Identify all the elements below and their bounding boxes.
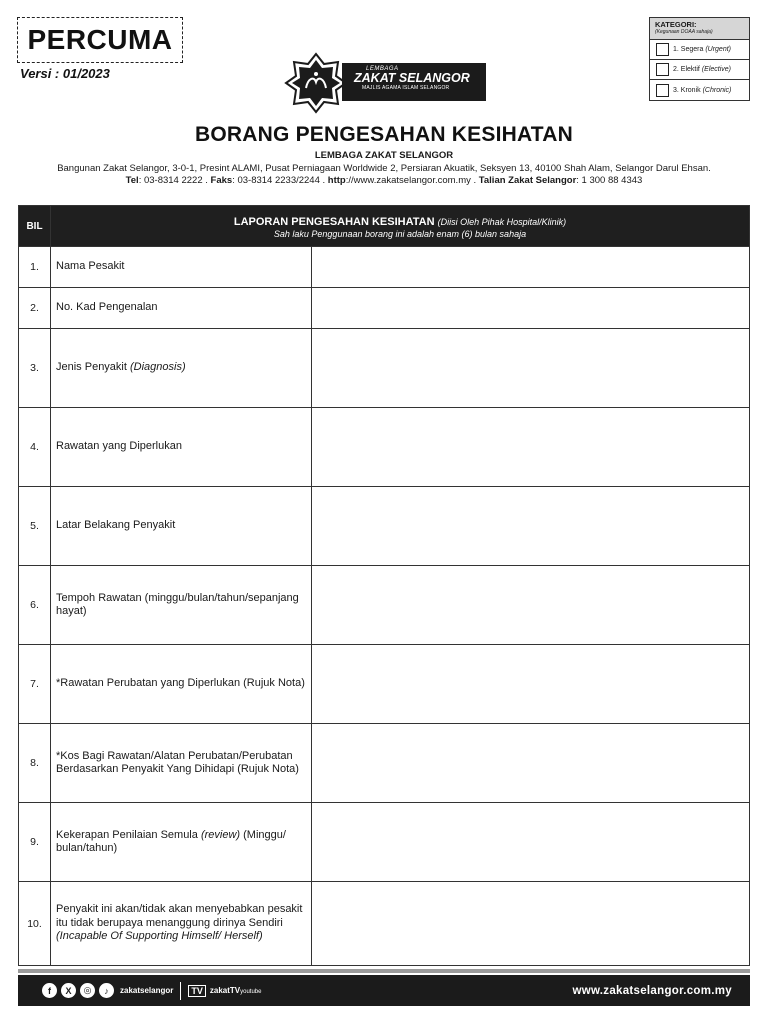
table-row xyxy=(19,247,750,288)
row-label-tail: (Minggu/ bulan/tahun) xyxy=(56,828,286,854)
report-validity-note: Sah laku Penggunaan borang ini adalah enam (6) bulan sahaja xyxy=(273,228,527,239)
http-label: http xyxy=(327,175,346,186)
logo-main-text: ZAKAT SELANGOR xyxy=(354,71,470,85)
category-title: KATEGORI: xyxy=(655,20,697,29)
row-label-text: Rawatan yang Diperlukan xyxy=(56,440,182,453)
row-label-text: Jenis Penyakit xyxy=(56,361,130,374)
talian-value: : 1 300 88 4343 xyxy=(576,175,643,186)
row-number: 10. xyxy=(19,882,51,966)
logo-small-text: LEMBAGA xyxy=(366,66,399,72)
category-option-chronic[interactable] xyxy=(650,80,749,100)
row-label-italic: (Diagnosis) xyxy=(129,361,186,374)
row-label-italic: (review) xyxy=(200,828,241,841)
footer-separator xyxy=(180,982,181,1000)
organization-name: LEMBAGA ZAKAT SELANGOR xyxy=(314,150,454,161)
youtube-label: youtube xyxy=(240,989,262,995)
row-number: 3. xyxy=(19,329,51,408)
row-value-field[interactable] xyxy=(312,247,750,288)
category-box xyxy=(649,17,750,101)
logo-sub-text: MAJLIS AGAMA ISLAM SELANGOR xyxy=(362,85,450,91)
chronic-label: 3. Kronik xyxy=(673,86,701,94)
logo-emblem-icon xyxy=(284,52,348,114)
free-badge xyxy=(17,17,183,63)
footer-website[interactable]: www.zakatselangor.com.my xyxy=(572,984,732,997)
social-links xyxy=(42,982,261,1000)
urgent-label: 1. Segera xyxy=(673,46,704,53)
row-label-italic: (Incapable Of Supporting Himself/ Herself) xyxy=(56,930,263,943)
row-label xyxy=(51,645,312,724)
row-label-text: Kekerapan Penilaian Semula xyxy=(56,828,201,841)
row-label-text: *Rawatan Perubatan yang Diperlukan (Rujuk Nota) xyxy=(56,677,305,690)
faks-value: : 03-8314 2233/2244 . xyxy=(232,175,328,186)
row-value-field[interactable] xyxy=(312,487,750,566)
row-number: 8. xyxy=(19,724,51,803)
row-label xyxy=(51,329,312,408)
row-label-text: Nama Pesakit xyxy=(56,260,125,273)
row-number: 5. xyxy=(19,487,51,566)
row-number: 1. xyxy=(19,247,51,288)
row-label-text: *Kos Bagi Rawatan/Alatan Perubatan/Perubatan Berdasarkan Penyakit Yang Dihidapi (Rujuk Nota) xyxy=(56,749,299,775)
form-title: BORANG PENGESAHAN KESIHATAN xyxy=(195,123,573,146)
row-label xyxy=(51,566,312,645)
instagram-icon[interactable]: ◎ xyxy=(80,983,95,998)
row-value-field[interactable] xyxy=(312,288,750,329)
row-value-field[interactable] xyxy=(312,645,750,724)
row-label-text: No. Kad Pengenalan xyxy=(56,301,158,314)
contact-line xyxy=(0,175,768,186)
row-value-field[interactable] xyxy=(312,882,750,966)
table-row xyxy=(19,288,750,329)
version-label: Versi : 01/2023 xyxy=(20,66,110,81)
table-row xyxy=(19,566,750,645)
category-option-elective[interactable] xyxy=(650,60,749,80)
row-number: 2. xyxy=(19,288,51,329)
row-number: 4. xyxy=(19,408,51,487)
category-option-urgent[interactable] xyxy=(650,40,749,60)
table-row xyxy=(19,329,750,408)
table-row xyxy=(19,724,750,803)
chronic-hint: (Chronic) xyxy=(702,86,732,94)
urgent-hint: (Urgent) xyxy=(705,46,731,53)
health-report-table xyxy=(18,205,750,966)
row-label-text: Tempoh Rawatan (minggu/bulan/tahun/sepanjang hayat) xyxy=(56,591,299,617)
footer-divider xyxy=(18,969,750,973)
row-value-field[interactable] xyxy=(312,329,750,408)
report-header xyxy=(51,206,750,247)
free-label: PERCUMA xyxy=(27,24,173,55)
table-row xyxy=(19,803,750,882)
organization-address: Bangunan Zakat Selangor, 3-0-1, Presint ALAMI, Pusat Perniagaan Worldwide 2, Persiaran Akuatik, Seksyen 13, 40100 Shah Alam, Selangor Darul Ehsan. xyxy=(57,163,711,174)
footer-bar xyxy=(18,975,750,1006)
elective-label: 2. Elektif xyxy=(673,66,700,73)
category-header xyxy=(650,18,749,40)
row-label xyxy=(51,803,312,882)
facebook-icon[interactable]: f xyxy=(42,983,57,998)
row-label xyxy=(51,487,312,566)
row-label xyxy=(51,882,312,966)
row-value-field[interactable] xyxy=(312,803,750,882)
zakat-tv-icon[interactable]: TV xyxy=(188,985,206,997)
row-label xyxy=(51,288,312,329)
table-row xyxy=(19,645,750,724)
row-label-text: Latar Belakang Penyakit xyxy=(56,519,176,532)
row-value-field[interactable] xyxy=(312,408,750,487)
row-label xyxy=(51,724,312,803)
talian-label: Talian Zakat Selangor xyxy=(478,175,577,186)
category-note: (Kegunaan DOAA sahaja) xyxy=(655,29,713,35)
row-value-field[interactable] xyxy=(312,724,750,803)
row-number: 7. xyxy=(19,645,51,724)
bil-header: BIL xyxy=(19,206,51,247)
row-value-field[interactable] xyxy=(312,566,750,645)
row-number: 6. xyxy=(19,566,51,645)
tel-label: Tel xyxy=(125,175,139,186)
table-row xyxy=(19,882,750,966)
report-header-title: LAPORAN PENGESAHAN KESIHATAN xyxy=(233,215,435,228)
row-label-text: Penyakit ini akan/tidak akan menyebabkan pesakit itu tidak berupaya menanggung dirinya Sendiri xyxy=(56,903,303,929)
x-icon[interactable]: X xyxy=(61,983,76,998)
chronic-checkbox[interactable] xyxy=(656,84,669,97)
logo-text-band xyxy=(342,63,486,101)
tel-value: : 03-8314 2222 . xyxy=(138,175,211,186)
table-row xyxy=(19,408,750,487)
social-handle: zakatselangor xyxy=(120,986,174,995)
row-label xyxy=(51,247,312,288)
tiktok-icon[interactable]: ♪ xyxy=(99,983,114,998)
elective-hint: (Elective) xyxy=(701,66,731,73)
row-label xyxy=(51,408,312,487)
urgent-checkbox[interactable] xyxy=(656,43,669,56)
tv-handle: zakatTVyoutube xyxy=(209,986,262,995)
table-row xyxy=(19,487,750,566)
row-number: 9. xyxy=(19,803,51,882)
report-header-note: (Diisi Oleh Pihak Hospital/Klinik) xyxy=(437,216,567,227)
faks-label: Faks xyxy=(210,175,233,186)
zakat-selangor-logo xyxy=(284,52,486,114)
elective-checkbox[interactable] xyxy=(656,63,669,76)
website-link[interactable]: ://www.zakatselangor.com.my . xyxy=(345,175,479,186)
